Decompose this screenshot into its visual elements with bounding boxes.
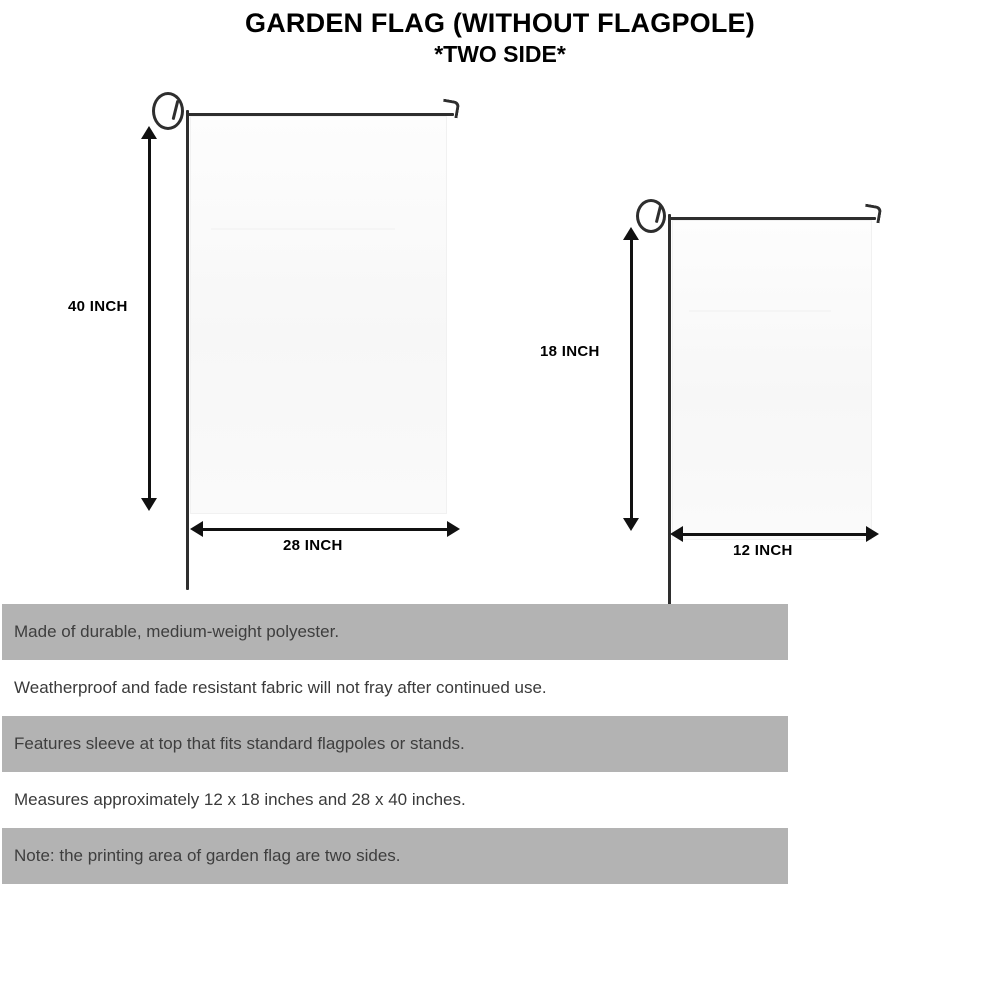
page-title — [0, 6, 1000, 68]
list-item — [2, 828, 788, 884]
small-flag-pole-tip-icon — [863, 204, 883, 224]
list-item — [2, 660, 777, 716]
list-item — [2, 716, 788, 772]
feature-text: Note: the printing area of garden flag are two sides. — [14, 846, 401, 865]
list-item — [2, 604, 788, 660]
large-flag-width-line — [200, 528, 450, 531]
feature-text: Measures approximately 12 x 18 inches and 28 x 40 inches. — [14, 790, 466, 809]
small-flag-panel — [672, 220, 872, 540]
large-flag-height-line — [148, 135, 151, 505]
large-flag-pole — [186, 110, 189, 590]
large-flag-width-arrow-right — [447, 521, 460, 537]
large-flag-width-arrow-left — [190, 521, 203, 537]
title-line-secondary: *TWO SIDE* — [434, 41, 566, 67]
small-flag-width-arrow-right — [866, 526, 879, 542]
feature-list — [2, 604, 788, 884]
large-flag-pole-crossbar — [186, 113, 454, 116]
small-flag-height-label: 18 INCH — [540, 343, 600, 360]
small-flag-pole — [668, 214, 671, 606]
large-flag-panel — [190, 116, 447, 514]
small-flag-height-arrow-bottom — [623, 518, 639, 531]
small-flag-height-arrow-top — [623, 227, 639, 240]
large-flag-height-arrow-bottom — [141, 498, 157, 511]
small-flag-height-line — [630, 236, 633, 524]
small-flag-width-arrow-left — [670, 526, 683, 542]
title-line-primary: GARDEN FLAG (WITHOUT FLAGPOLE) — [245, 8, 755, 38]
small-flag-pole-crossbar — [668, 217, 876, 220]
large-flag-height-arrow-top — [141, 126, 157, 139]
small-flag-width-label: 12 INCH — [733, 542, 793, 559]
large-flag-pole-loop-icon — [152, 92, 184, 130]
large-flag-width-label: 28 INCH — [283, 537, 343, 554]
feature-text: Features sleeve at top that fits standard flagpoles or stands. — [14, 734, 465, 753]
large-flag-height-label: 40 INCH — [68, 298, 128, 315]
large-flag-pole-tip-icon — [441, 99, 461, 119]
feature-text: Weatherproof and fade resistant fabric will not fray after continued use. — [14, 678, 547, 697]
small-flag-width-line — [680, 533, 868, 536]
list-item — [2, 772, 777, 828]
feature-text: Made of durable, medium-weight polyester. — [14, 622, 340, 641]
small-flag-pole-loop-icon — [636, 199, 666, 233]
